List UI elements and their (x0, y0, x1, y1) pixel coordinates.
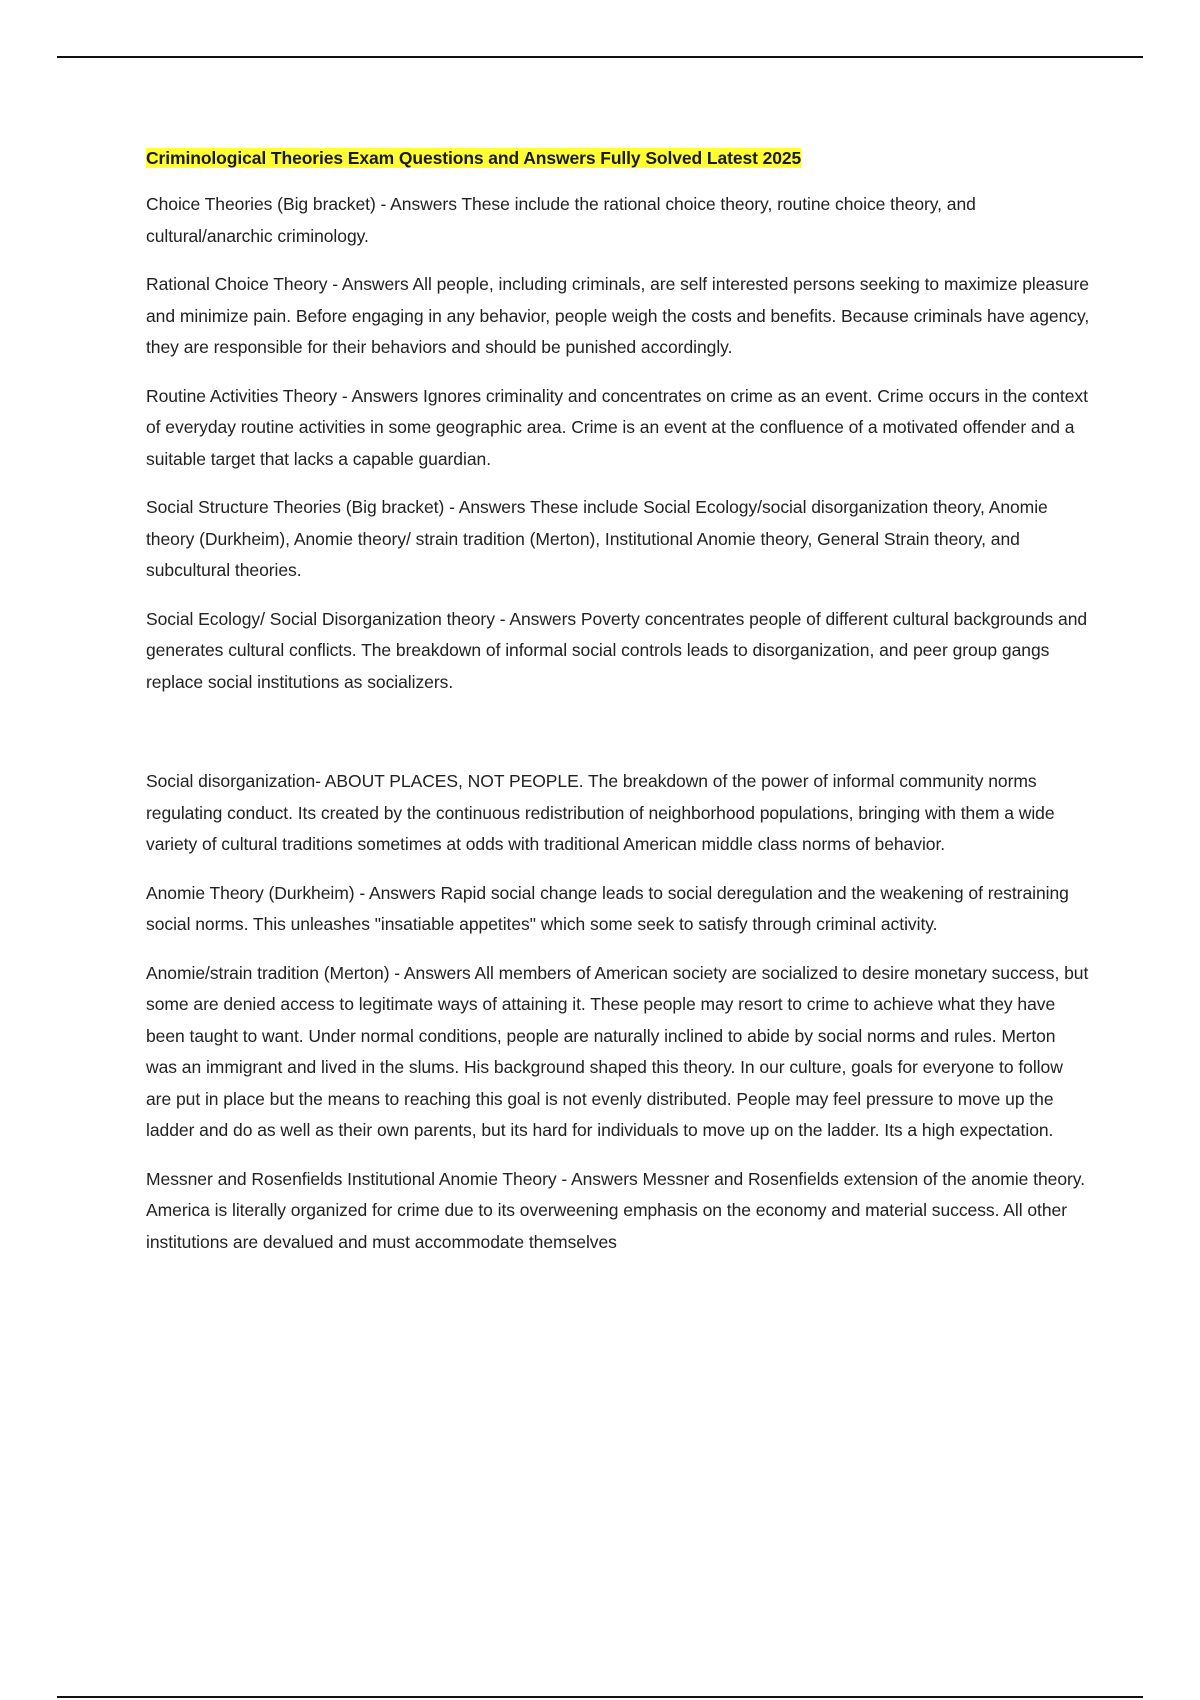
entry-social-disorganization: Social disorganization- ABOUT PLACES, NOT PEOPLE. The breakdown of the power of informal community norms regulating conduct. Its created by the continuous redistribution of neighborhood populations, bringing with them a wide variety of cultural traditions sometimes at odds with traditional American middle class norms of behavior. (146, 771, 1055, 854)
entry-institutional-anomie: Messner and Rosenfields Institutional Anomie Theory - Answers Messner and Rosenfields extension of the anomie theory. America is literally organized for crime due to its overweening emphasis on the economy and material success. All other institutions are devalued and must accommodate themselves (146, 1168, 1086, 1252)
footer-rule (57, 1696, 1143, 1698)
entry-routine-activities-theory: Routine Activities Theory - Answers Ignores criminality and concentrates on crime as an event. Crime occurs in the context of everyday routine activities in some geographic area. Crime is an event at the confluence of a motivated offender and a suitable target that lacks a capable guardian. (146, 385, 1088, 469)
entry-social-ecology-theory: Social Ecology/ Social Disorganization theory - Answers Poverty concentrates people of different cultural backgrounds and generates cultural conflicts. The breakdown of informal social controls leads to disorganization, and peer group gangs replace social institutions as socializers. (146, 608, 1088, 692)
document-body (146, 146, 1091, 1275)
header-rule (57, 56, 1143, 58)
entry-social-structure-theories: Social Structure Theories (Big bracket) - Answers These include Social Ecology/social disorganization theory, Anomie theory (Durkheim), Anomie theory/ strain tradition (Merton), Institutional Anomie theory, General Strain theory, and subcultural theories. (146, 497, 1048, 580)
document-title-block (146, 146, 1091, 172)
entry-choice-theories: Choice Theories (Big bracket) - Answers These include the rational choice theory, routine choice theory, and cultural/anarchic criminology. (146, 194, 976, 246)
entry-rational-choice-theory: Rational Choice Theory - Answers All people, including criminals, are self interested persons seeking to maximize pleasure and minimize pain. Before engaging in any behavior, people weigh the costs and benefits. Because criminals have agency, they are responsible for their behaviors and should be punished accordingly. (146, 274, 1090, 357)
document-title: Criminological Theories Exam Questions and Answers Fully Solved Latest 2025 (146, 148, 802, 168)
entry-anomie-strain-merton: Anomie/strain tradition (Merton) - Answers All members of American society are socialized to desire monetary success, but some are denied access to legitimate ways of attaining it. These people may resort to crime to achieve what they have been taught to want. Under normal conditions, people are naturally inclined to abide by social norms and rules. Merton was an immigrant and lived in the slums. His background shaped this theory. In our culture, goals for everyone to follow are put in place but the means to reaching this goal is not evenly distributed. People may feel pressure to move up the ladder and do as well as their own parents, but its hard for individuals to move up on the ladder. Its a high expectation. (146, 962, 1089, 1140)
entry-anomie-durkheim: Anomie Theory (Durkheim) - Answers Rapid social change leads to social deregulation and the weakening of restraining social norms. This unleashes "insatiable appetites" which some seek to satisfy through criminal activity. (146, 882, 1069, 934)
